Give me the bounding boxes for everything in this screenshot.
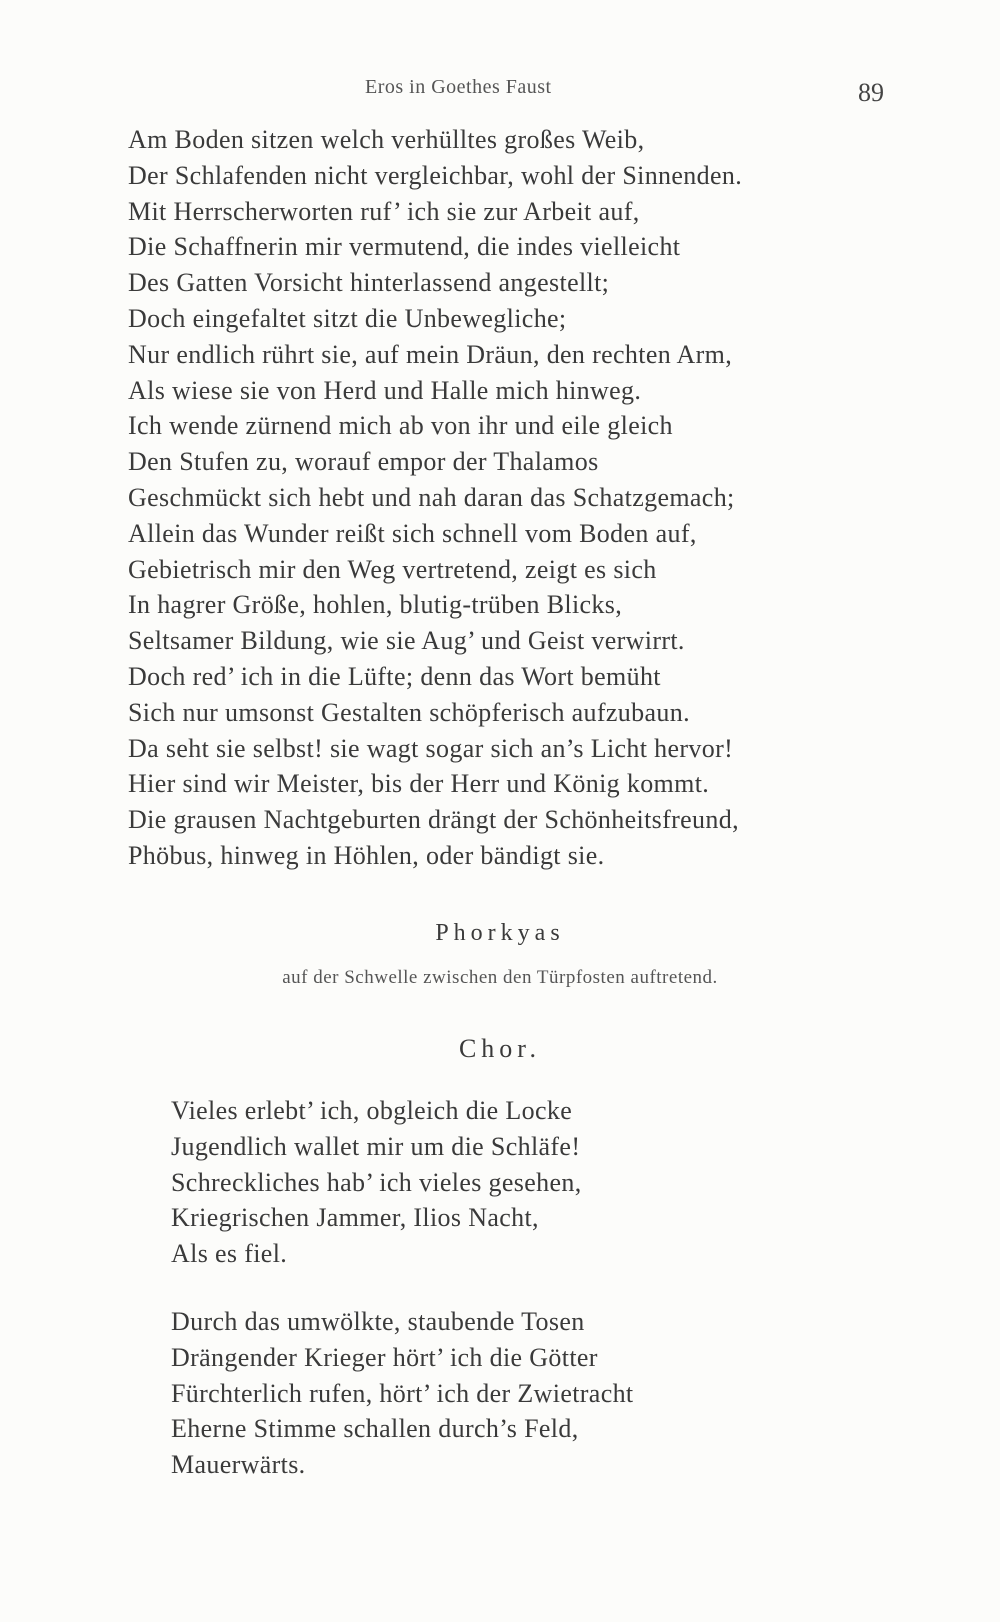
verse-line: Nur endlich rührt sie, auf mein Dräun, den rechten Arm, (128, 339, 733, 369)
verse-line: Als wiese sie von Herd und Halle mich hinweg. (128, 375, 642, 405)
verse-line: Mauerwärts. (171, 1450, 306, 1480)
verse-line: Durch das umwölkte, staubende Tosen (171, 1307, 585, 1336)
verse-line: Eherne Stimme schallen durch’s Feld, (171, 1414, 579, 1444)
verse-line: Jugendlich wallet mir um die Schläfe! (171, 1131, 581, 1161)
verse-line: Doch red’ ich in die Lüfte; denn das Wort bemüht (128, 661, 661, 691)
verse-line: Am Boden sitzen welch verhülltes großes Weib, (128, 125, 645, 154)
chorus-stanza-2 (171, 1304, 931, 1483)
verse-line: Allein das Wunder reißt sich schnell vom Boden auf, (128, 518, 697, 548)
verse-line: Da seht sie selbst! sie wagt sogar sich an’s Licht hervor! (128, 733, 734, 763)
running-title: Eros in Goethes Faust (365, 76, 552, 98)
speaker-chor: Chor. (458, 1034, 542, 1063)
verse-line: Mit Herrscherworten ruf’ ich sie zur Arbeit auf, (128, 196, 640, 226)
speaker-phorkyas: Phorkyas (435, 920, 565, 946)
page-number: 89 (858, 78, 884, 107)
verse-line: Kriegrischen Jammer, Ilios Nacht, (171, 1203, 539, 1233)
chorus-stanza-1 (171, 1093, 931, 1272)
running-head (0, 76, 1000, 106)
verse-line: Des Gatten Vorsicht hinterlassend angestellt; (128, 268, 610, 298)
verse-line: Den Stufen zu, worauf empor der Thalamos (128, 447, 599, 477)
verse-line: Schreckliches hab’ ich vieles gesehen, (171, 1167, 582, 1197)
verse-line: Drängender Krieger hört’ ich die Götter (171, 1342, 598, 1372)
verse-line: Seltsamer Bildung, wie sie Aug’ und Geist verwirrt. (128, 626, 685, 656)
verse-line: Doch eingefaltet sitzt die Unbewegliche; (128, 303, 567, 333)
verse-line: Der Schlafenden nicht vergleichbar, wohl der Sinnenden. (128, 160, 743, 190)
verse-line: Die grausen Nachtgeburten drängt der Schönheitsfreund, (128, 805, 739, 835)
verse-line: Hier sind wir Meister, bis der Herr und König kommt. (128, 769, 710, 799)
verse-line: Ich wende zürnend mich ab von ihr und eile gleich (128, 411, 673, 441)
verse-line: In hagrer Größe, hohlen, blutig-trüben Blicks, (128, 590, 623, 620)
verse-line: Als es fiel. (171, 1239, 288, 1269)
speech-verse-block (128, 122, 928, 874)
verse-line: Vieles erlebt’ ich, obgleich die Locke (171, 1096, 573, 1125)
stage-direction: auf der Schwelle zwischen den Türpfosten auftretend. (282, 967, 718, 988)
verse-line: Gebietrisch mir den Weg vertretend, zeigt es sich (128, 554, 657, 584)
verse-line: Die Schaffnerin mir vermutend, die indes vielleicht (128, 232, 681, 262)
verse-line: Geschmückt sich hebt und nah daran das Schatzgemach; (128, 482, 735, 512)
verse-line: Sich nur umsonst Gestalten schöpferisch aufzubaun. (128, 697, 690, 727)
verse-line: Phöbus, hinweg in Höhlen, oder bändigt sie. (128, 840, 605, 870)
verse-line: Fürchterlich rufen, hört’ ich der Zwietracht (171, 1378, 634, 1408)
